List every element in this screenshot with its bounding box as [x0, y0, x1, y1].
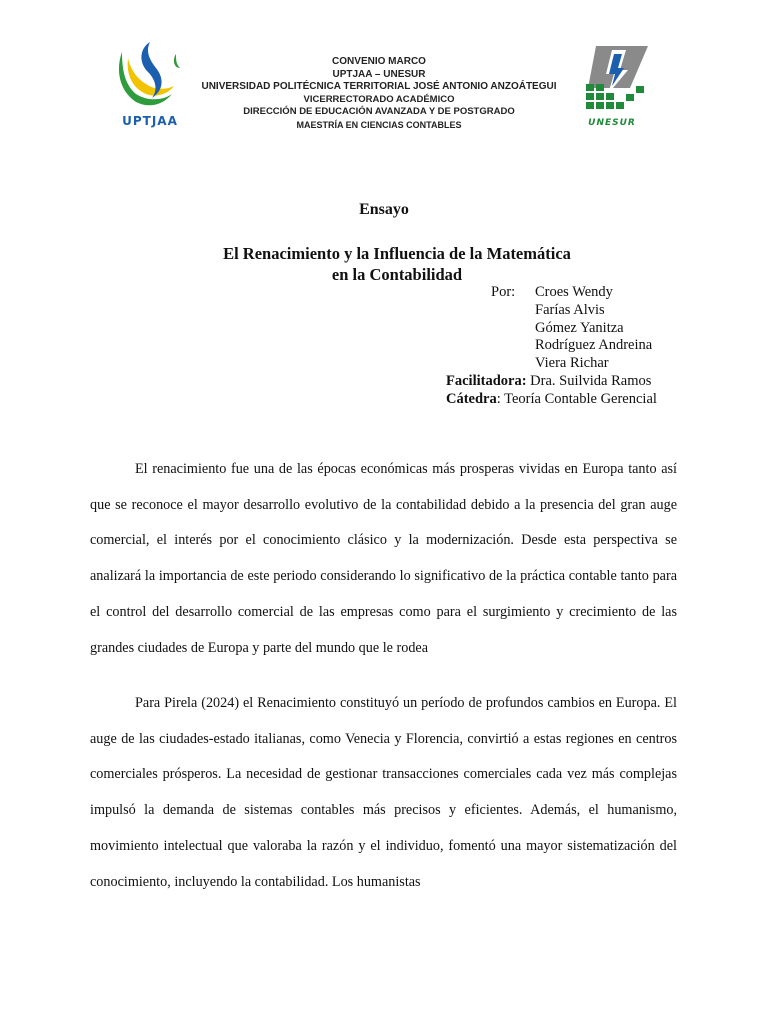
header-line-maestria: MAESTRÍA EN CIENCIAS CONTABLES	[296, 119, 462, 130]
author-name: Farías Alvis	[535, 301, 605, 318]
author-row	[446, 302, 657, 320]
author-name: Croes Wendy	[535, 284, 613, 300]
paragraph-text: El renacimiento fue una de las épocas económicas más prosperas vividas en Europa tanto así que se reconoce el mayor desarrollo evolutivo de la contabilidad debido a la presencia del gran auge comercial, el interés por el conocimiento clásico y la modernización. Desde esta perspectiva se analizará la importancia de este periodo considerando lo significativo de la práctica contable tanto para el control del desarrollo comercial de las empresas como para el surgimiento y crecimiento de las grandes ciudades de Europa y parte del mundo que le rodea	[90, 461, 677, 656]
author-row	[446, 320, 657, 338]
document-type: Ensayo	[359, 201, 409, 218]
unesur-logo	[582, 44, 652, 130]
body-paragraph-1	[90, 452, 677, 666]
title-line-2: en la Contabilidad	[331, 265, 463, 284]
por-label: Por:	[491, 284, 516, 300]
header-line-university: UNIVERSIDAD POLITÉCNICA TERRITORIAL JOSÉ ANTONIO ANZOÁTEGUI	[201, 81, 557, 92]
author-name: Rodríguez Andreina	[535, 337, 653, 354]
unesur-emblem-icon	[582, 44, 652, 118]
uptjaa-emblem-icon	[114, 38, 186, 114]
document-title	[0, 243, 768, 285]
catedra-label: Cátedra	[446, 390, 497, 407]
unesur-logo-text: UNESUR	[588, 118, 636, 128]
facilitadora-label: Facilitadora:	[446, 372, 527, 389]
facilitadora-row	[446, 373, 657, 391]
catedra-value: : Teoría Contable Gerencial	[496, 390, 657, 407]
catedra-row	[446, 391, 657, 409]
author-row	[446, 337, 657, 355]
author-name: Gómez Yanitza	[535, 319, 624, 336]
paragraph-text: Para Pirela (2024) el Renacimiento constituyó un período de profundos cambios en Europa. El auge de las ciudades-estado italianas, como Venecia y Florencia, convirtió a estas regiones en centros comerciales prósperos. La necesidad de gestionar transacciones comerciales cada vez más complejas impulsó la demanda de sistemas contables más precisos y eficientes. Además, el humanismo, movimiento intelectual que valoraba la razón y el individuo, fomentó una mayor sistematización del conocimiento, incluyendo la contabilidad. Los humanistas	[90, 695, 677, 890]
authors-block	[446, 284, 657, 409]
facilitadora-value: Dra. Suilvida Ramos	[526, 372, 652, 389]
title-line-1: El Renacimiento y la Influencia de la Matemática	[223, 244, 571, 263]
author-name: Viera Richar	[535, 355, 609, 372]
header-line-direccion: DIRECCIÓN DE EDUCACIÓN AVANZADA Y DE POSTGRADO	[243, 106, 515, 117]
header-line-convenio: CONVENIO MARCO	[332, 56, 426, 67]
letterhead	[0, 0, 768, 150]
header-line-uptjaa-unesur: UPTJAA – UNESUR	[332, 68, 426, 80]
header-line-vicerrectorado: VICERRECTORADO ACADÉMICO	[303, 93, 455, 105]
uptjaa-logo	[114, 38, 186, 134]
author-row	[446, 355, 657, 373]
body-paragraph-2	[90, 686, 677, 900]
uptjaa-logo-text: UPTJAA	[122, 114, 178, 128]
institution-block	[190, 56, 568, 131]
author-row	[446, 284, 657, 302]
